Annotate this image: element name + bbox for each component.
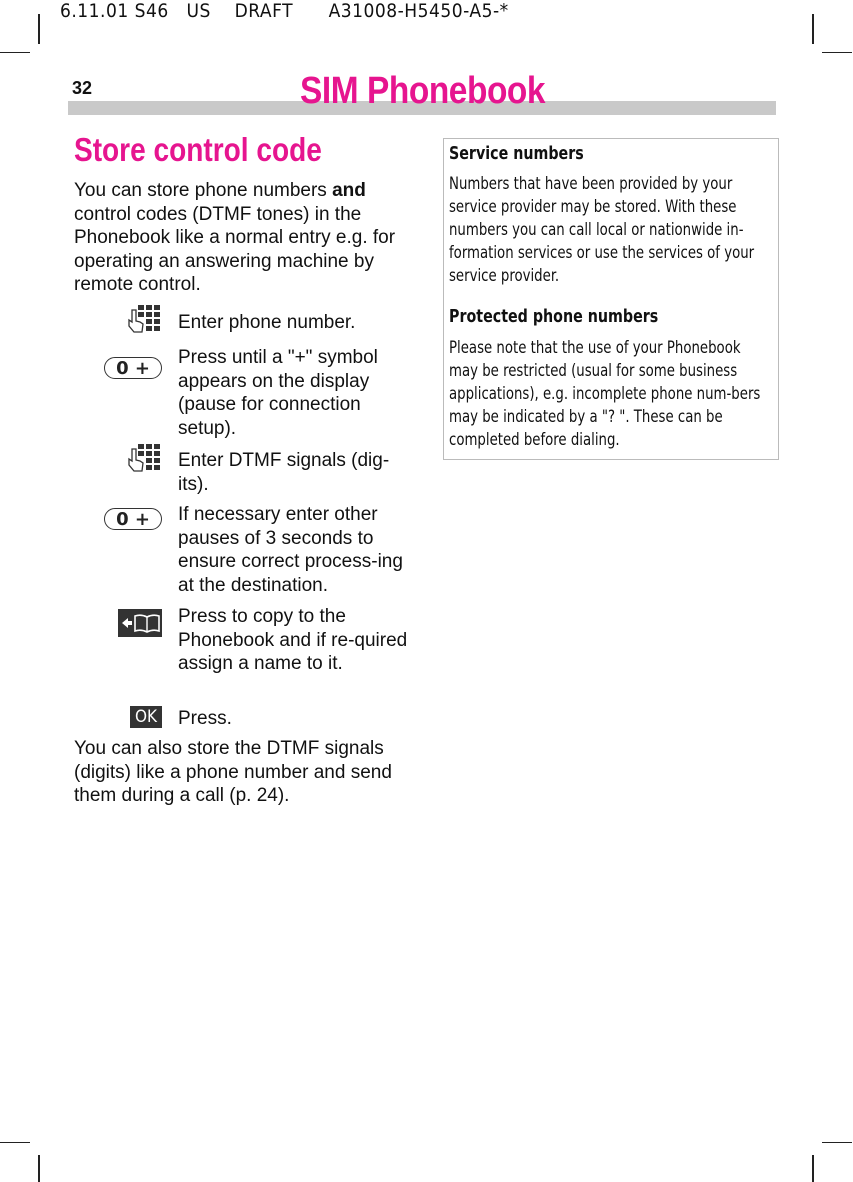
ok-key-icon: OK <box>130 706 162 728</box>
step-text: Enter phone number. <box>178 312 356 333</box>
crop-mark <box>38 1155 40 1182</box>
step-text: Press until a "+" symbol appears on the display (pause for connection setup). <box>178 347 378 439</box>
crop-mark <box>822 1142 852 1143</box>
step-text: Enter DTMF signals (dig-its). <box>178 450 390 495</box>
intro-paragraph <box>74 179 408 297</box>
section-title: Store control code <box>74 131 322 168</box>
info-heading-service-numbers: Service numbers <box>449 143 584 164</box>
draft-header: 6.11.01 S46 US DRAFT A31008-H5450-A5-* <box>60 0 509 22</box>
zero-plus-key-icon: 0 + <box>104 508 162 530</box>
crop-mark <box>822 52 852 53</box>
keypad-icon <box>126 443 162 473</box>
crop-mark <box>0 1142 30 1143</box>
crop-mark <box>0 52 30 53</box>
info-heading-protected-numbers: Protected phone numbers <box>449 306 659 327</box>
chapter-title: SIM Phonebook <box>300 70 546 112</box>
crop-mark <box>812 1155 814 1182</box>
info-text-service-numbers: Numbers that have been provided by your service provider may be stored. With these numbers you can call local or nationwide in-formation services or use the services of your service provider. <box>449 174 755 286</box>
outro-paragraph: You can also store the DTMF signals (digits) like a phone number and send them during a call (p. 24). <box>74 738 392 806</box>
crop-mark <box>38 14 40 44</box>
intro-text-after: control codes (DTMF tones) in the Phonebook like a normal entry e.g. for operating an answering machine by remote control. <box>74 203 396 295</box>
crop-mark <box>812 14 814 44</box>
info-text-protected-numbers: Please note that the use of your Phonebook may be restricted (usual for some business applications), e.g. incomplete phone num-bers may be indicated by a "? ". These can be completed before dialing. <box>449 338 761 450</box>
intro-text-bold: and <box>332 180 366 201</box>
step-text: If necessary enter other pauses of 3 seconds to ensure correct process-ing at the destination. <box>178 504 403 596</box>
step-text: Press. <box>178 708 232 729</box>
info-box <box>443 138 779 460</box>
intro-text-before: You can store phone numbers <box>74 180 333 201</box>
phonebook-icon <box>118 609 162 637</box>
page-number: 32 <box>72 78 93 98</box>
keypad-icon <box>126 304 162 334</box>
zero-plus-key-icon: 0 + <box>104 357 162 379</box>
step-text: Press to copy to the Phonebook and if re-quired assign a name to it. <box>178 606 408 674</box>
